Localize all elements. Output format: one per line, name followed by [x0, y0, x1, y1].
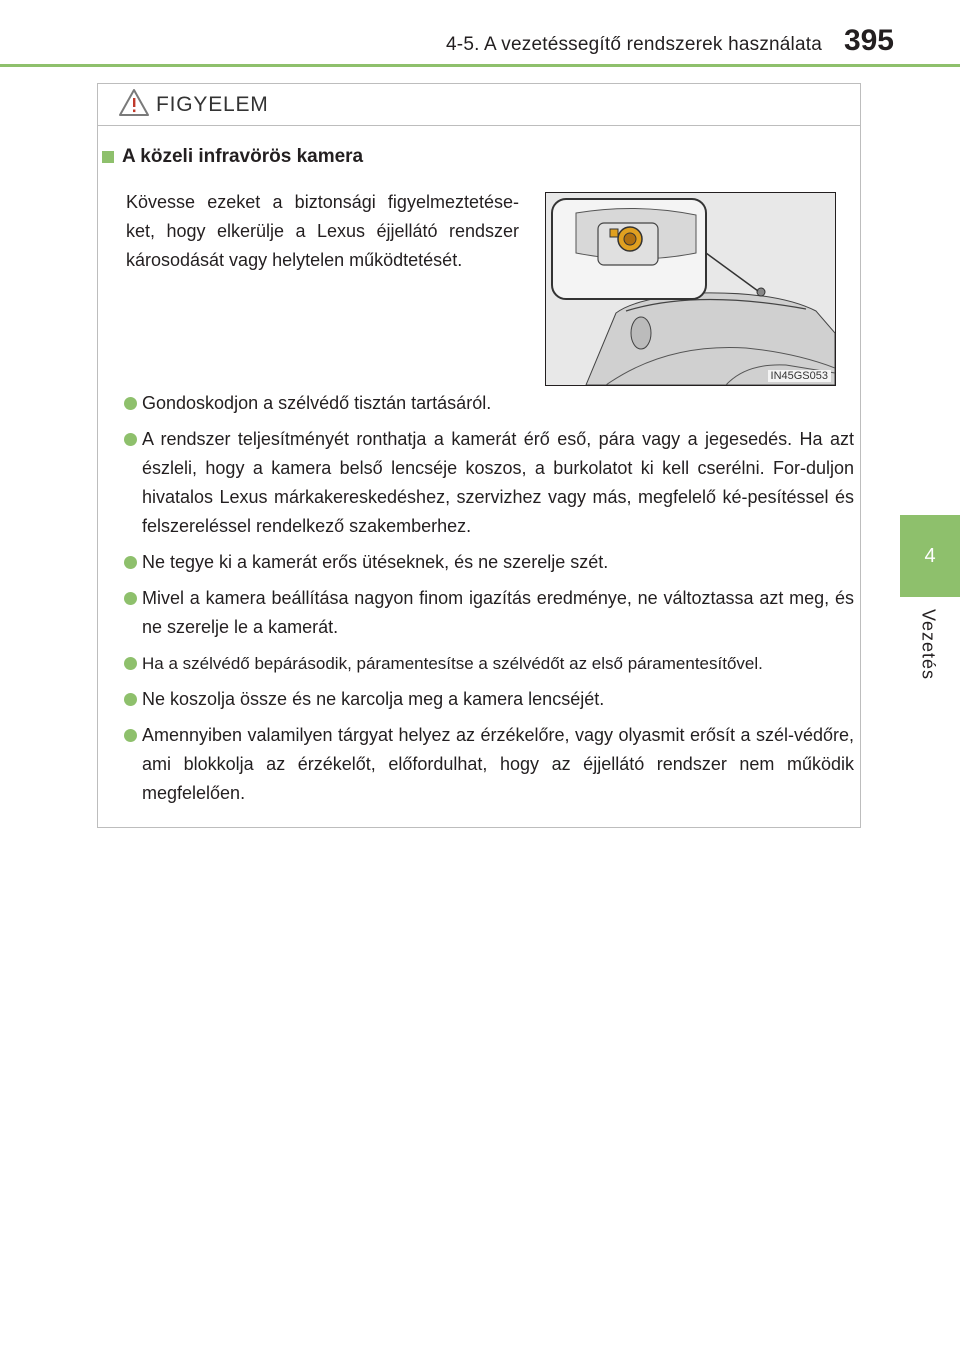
camera-illustration: [545, 192, 836, 386]
intro-paragraph: Kövesse ezeket a biztonsági figyelmeztetése-ket, hogy elkerülje a Lexus éjjellátó rendszer károsodását vagy helytelen működtetését.: [126, 192, 519, 270]
warning-title: FIGYELEM: [156, 93, 269, 116]
bullet-dot-icon: [124, 693, 137, 706]
list-item: Ne koszolja össze és ne karcolja meg a kamera lencséjét.: [122, 685, 854, 714]
section-heading: 4-5. A vezetéssegítő rendszerek használata: [446, 34, 822, 55]
figure-code: IN45GS053: [768, 370, 831, 382]
list-item: A rendszer teljesítményét ronthatja a kamerát érő eső, pára vagy a jegesedés. Ha azt észleli, hogy a kamera belső lencséje koszos, a burkolatot ki kell cserélni. For-duljon hivatalos Lexus márkakereskedéshez, szervizhez vagy más, megfelelő ké-pesítéssel és felszereléssel rendelkező szakemberhez.: [122, 425, 854, 541]
bullet-dot-icon: [124, 729, 137, 742]
chapter-number: 4: [924, 544, 936, 567]
bullet-dot-icon: [124, 556, 137, 569]
section-title-text: A közeli infravörös kamera: [122, 146, 364, 167]
chapter-label: Vezetés: [918, 609, 939, 681]
page-header: [0, 0, 960, 70]
warning-box: [97, 83, 861, 828]
bullet-dot-icon: [124, 397, 137, 410]
list-item: Ha a szélvédő bepárásodik, páramentesítse a szélvédőt az első páramentesítővel.: [122, 649, 854, 678]
warning-triangle-icon: [118, 88, 150, 118]
list-item: Amennyiben valamilyen tárgyat helyez az érzékelőre, vagy olyasmit erősít a szél-védőre, ami blokkolja az érzékelőt, előfordulhat, hogy az éjjellátó rendszer nem működik megfelelően.: [122, 721, 854, 808]
bullet-dot-icon: [124, 657, 137, 670]
warning-header: [98, 84, 860, 126]
bullet-dot-icon: [124, 592, 137, 605]
square-bullet-icon: [102, 151, 114, 163]
bullet-dot-icon: [124, 433, 137, 446]
section-title: [102, 146, 363, 168]
page-number: 395: [843, 24, 894, 57]
list-item: Gondoskodjon a szélvédő tisztán tartásáról.: [122, 389, 854, 418]
bullet-list: [122, 389, 854, 815]
list-item: Mivel a kamera beállítása nagyon finom igazítás eredménye, ne változtassa azt meg, és ne szerelje le a kamerát.: [122, 584, 854, 642]
list-item: Ne tegye ki a kamerát erős ütéseknek, és ne szerelje szét.: [122, 548, 854, 577]
chapter-tab: [900, 515, 960, 597]
car-windshield-camera-illustration: [546, 193, 835, 385]
header-divider: [0, 64, 960, 67]
